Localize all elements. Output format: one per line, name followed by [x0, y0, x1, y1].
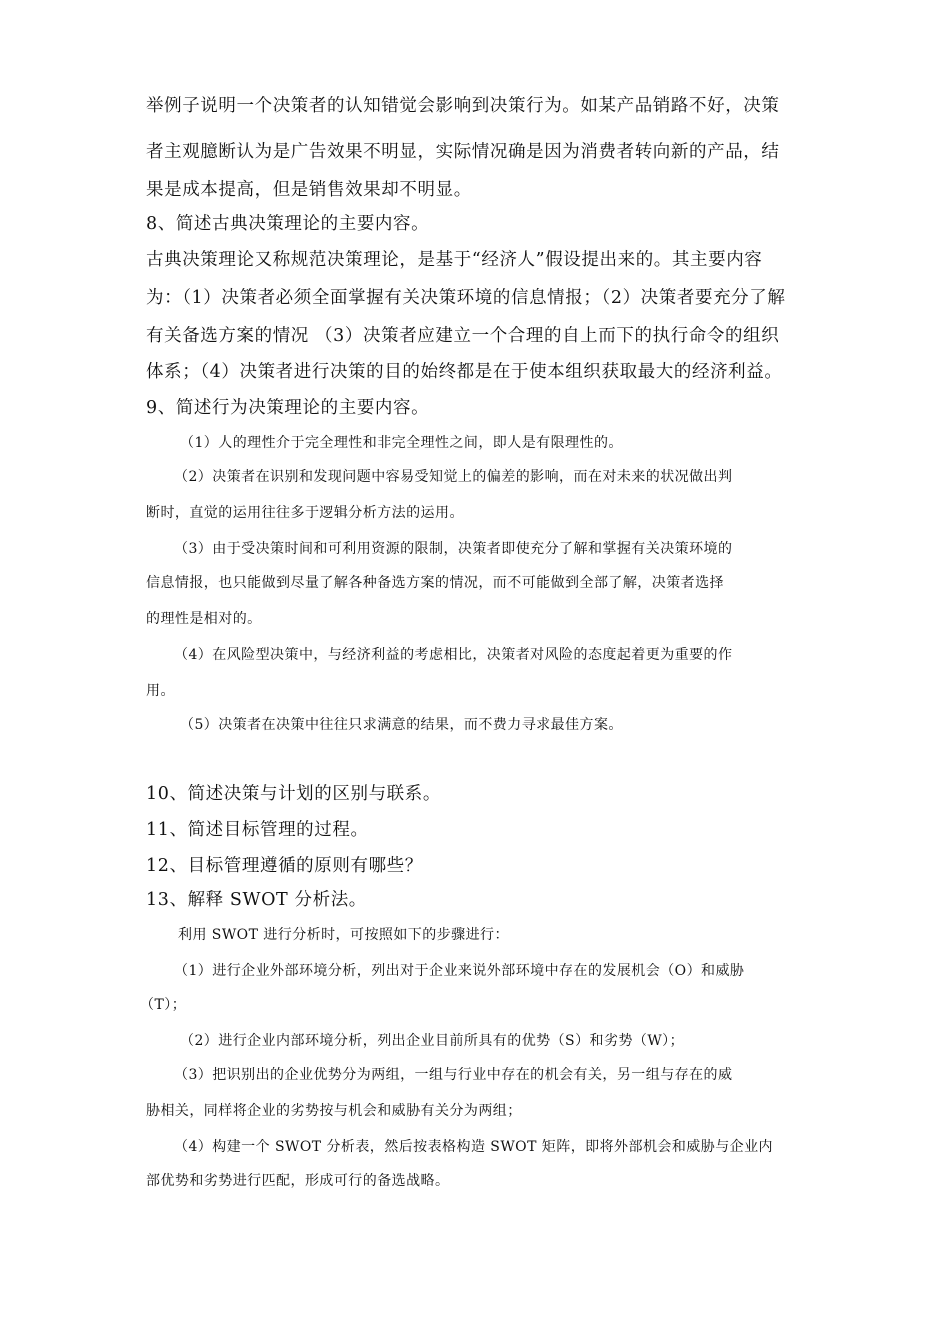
text-line: 断时，直觉的运用往往多于逻辑分析方法的运用。 [146, 505, 464, 521]
text-line: （2）进行企业内部环境分析，列出企业目前所具有的优势（S）和劣势（W）； [180, 1033, 685, 1049]
text-line: 用。 [146, 683, 175, 699]
text-line: （3）把识别出的企业优势分为两组，一组与行业中存在的机会有关，另一组与存在的威 [174, 1067, 733, 1083]
text-line: 信息情报，也只能做到尽量了解各种备选方案的情况，而不可能做到全部了解，决策者选择 [146, 575, 724, 591]
text-line: 为：（1）决策者必须全面掌握有关决策环境的信息情报；（2）决策者要充分了解 [146, 288, 786, 308]
text-line: 有关备选方案的情况 （3）决策者应建立一个合理的自上而下的执行命令的组织 [146, 326, 780, 346]
text-line: 者主观臆断认为是广告效果不明显，实际情况确是因为消费者转向新的产品，结 [146, 142, 780, 162]
text-line: 10、简述决策与计划的区别与联系。 [146, 784, 441, 804]
text-line: 11、简述目标管理的过程。 [146, 820, 369, 840]
text-line: （1）人的理性介于完全理性和非完全理性之间，即人是有限理性的。 [180, 435, 623, 451]
text-line: 体系；（4）决策者进行决策的目的始终都是在于使本组织获取最大的经济利益。 [146, 362, 783, 382]
text-line: 的理性是相对的。 [146, 611, 262, 627]
text-line: 9、简述行为决策理论的主要内容。 [146, 398, 430, 418]
text-line: （3）由于受决策时间和可利用资源的限制，决策者即使充分了解和掌握有关决策环境的 [174, 541, 733, 557]
text-line: （4）在风险型决策中，与经济利益的考虑相比，决策者对风险的态度起着更为重要的作 [174, 647, 733, 663]
text-line: 利用 SWOT 进行分析时，可按照如下的步骤进行： [178, 927, 509, 943]
text-line: 部优势和劣势进行匹配，形成可行的备选战略。 [146, 1173, 450, 1189]
text-line: 举例子说明一个决策者的认知错觉会影响到决策行为。如某产品销路不好，决策 [146, 96, 780, 116]
text-line: （T）； [140, 997, 187, 1013]
text-line: （1）进行企业外部环境分析，列出对于企业来说外部环境中存在的发展机会（O）和威胁 [174, 963, 745, 979]
text-line: （4）构建一个 SWOT 分析表，然后按表格构造 SWOT 矩阵，即将外部机会和威胁与企业内 [174, 1139, 773, 1155]
text-line: 古典决策理论又称规范决策理论，是基于“经济人”假设提出来的。其主要内容 [146, 250, 763, 270]
text-line: 12、目标管理遵循的原则有哪些？ [146, 856, 423, 876]
text-line: （2）决策者在识别和发现问题中容易受知觉上的偏差的影响，而在对未来的状况做出判 [174, 469, 733, 485]
text-line: 胁相关，同样将企业的劣势按与机会和威胁有关分为两组； [146, 1103, 522, 1119]
text-line: 果是成本提高，但是销售效果却不明显。 [146, 180, 472, 200]
text-line: （5）决策者在决策中往往只求满意的结果，而不费力寻求最佳方案。 [180, 717, 623, 733]
text-line: 8、简述古典决策理论的主要内容。 [146, 214, 430, 234]
text-line: 13、解释 SWOT 分析法。 [146, 890, 367, 910]
